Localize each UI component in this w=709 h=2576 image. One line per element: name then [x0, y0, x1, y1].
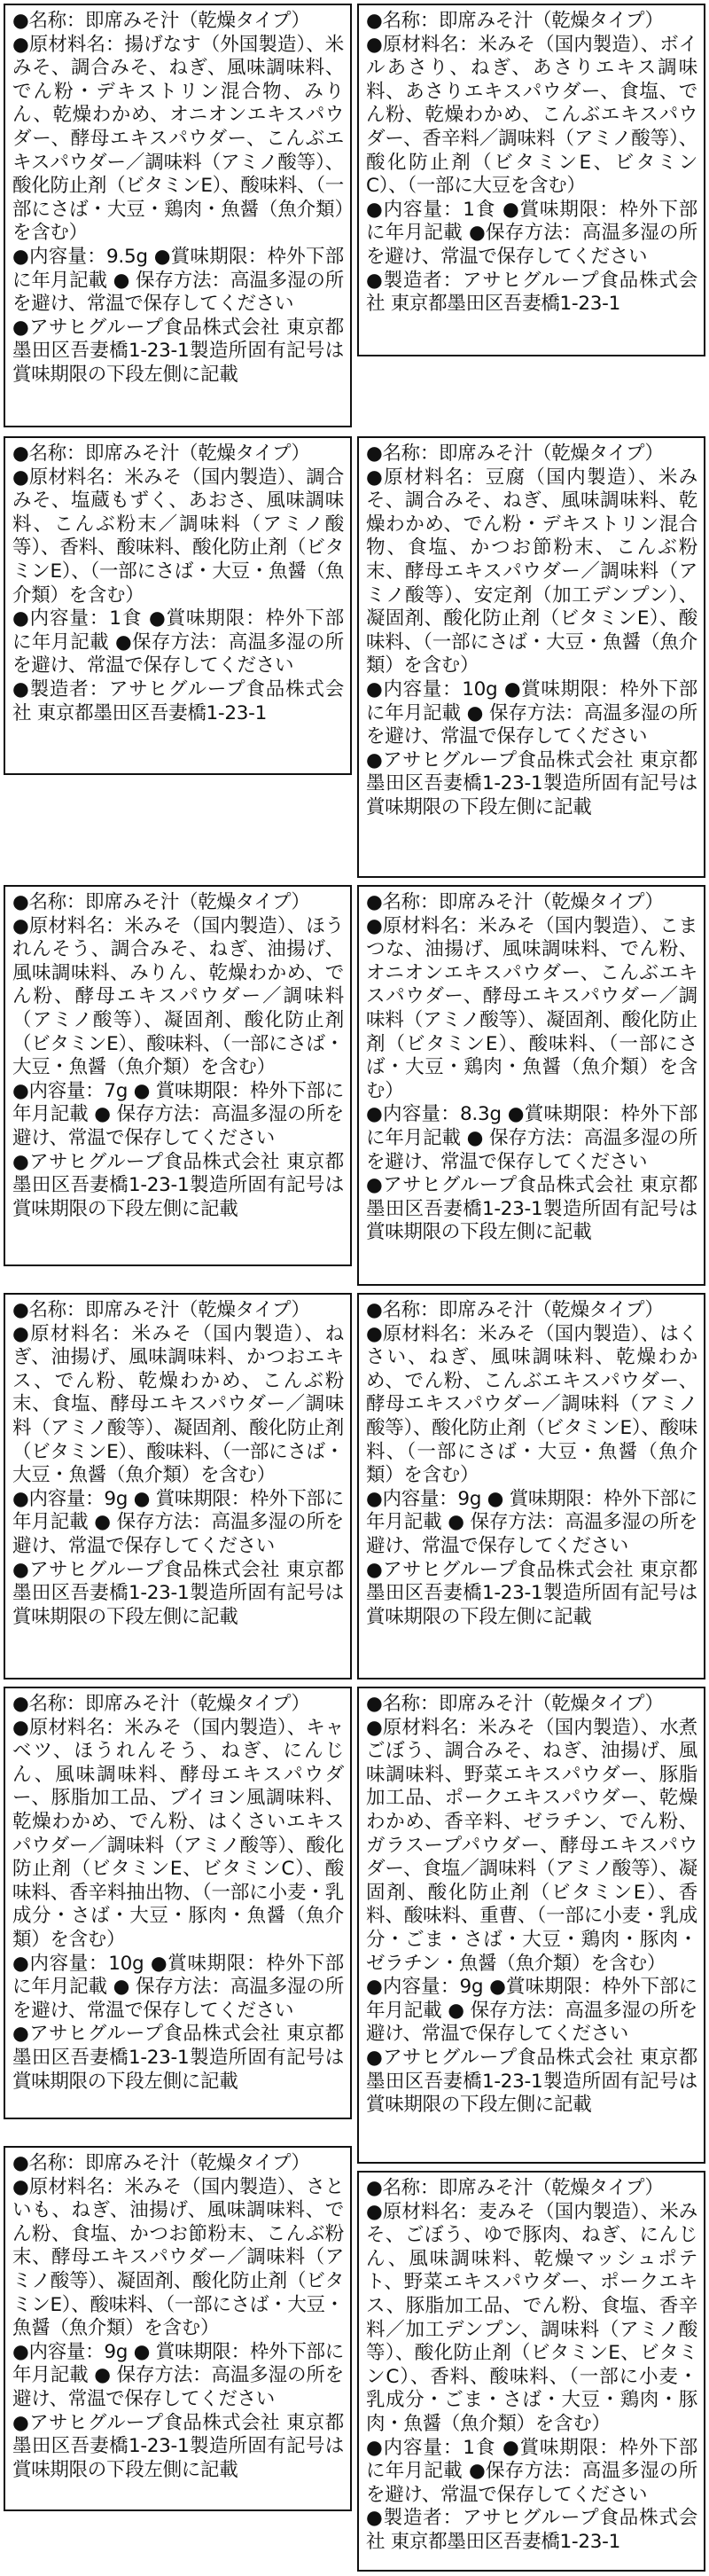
- label-horenso-miso: [4, 885, 352, 1266]
- label-ingredients: ●原材料名：米みそ（国内製造）、調合みそ、塩蔵もずく、あおさ、風味調味料、こんぶ粉末／調味料（アミノ酸等）、香料、酸味料、酸化防止剤（ビタミンE）、（一部にさば・大豆・魚醤（魚介類）を含む）: [12, 466, 344, 607]
- label-ingredients: ●原材料名：米みそ（国内製造）、ねぎ、油揚げ、風味調味料、かつおエキス、でん粉、乾燥わかめ、こんぶ粉末、食塩、酵母エキスパウダー／調味料（アミノ酸等）、凝固剤、酸化防止剤（ビタミンE）、酸味料、（一部にさば・大豆・魚醤（魚介類）を含む）: [12, 1322, 344, 1487]
- label-ingredients: ●原材料名：米みそ（国内製造）、水煮ごぼう、調合みそ、ねぎ、油揚げ、風味調味料、野菜エキスパウダー、豚脂加工品、ポークエキスパウダー、乾燥わかめ、香辛料、ゼラチン、でん粉、ガラスープパウダー、酵母エキスパウダー、食塩／調味料（アミノ酸等）、凝固剤、酸化防止剤（ビタミンE）、香料、酸味料、重曹、（一部に小麦・乳成分・ごま・さば・大豆・鶏肉・豚肉・ゼラチン・魚醤（魚介類）を含む）: [366, 1716, 697, 1975]
- label-manufacturer: ●アサヒグループ食品株式会社 東京都墨田区吾妻橋1-23-1製造所固有記号は賞味期限の下段左側に記載: [12, 2023, 344, 2093]
- label-yasai-miso: [4, 1687, 352, 2119]
- label-name: ●名称：即席みそ汁（乾燥タイプ）: [12, 1693, 310, 1715]
- label-komatsuna-miso: [357, 885, 705, 1286]
- label-name: ●名称：即席みそ汁（乾燥タイプ）: [12, 10, 310, 32]
- label-ingredients: ●原材料名：麦みそ（国内製造）、米みそ、ごぼう、ゆで豚肉、ねぎ、にんじん、風味調味料、乾燥マッシュポテト、野菜エキスパウダー、ポークエキス、豚脂加工品、でん粉、食塩、香辛料／加工デンプン、調味料（アミノ酸等）、酸化防止剤（ビタミンE、ビタミンC）、香料、酸味料、（一部に小麦・乳成分・ごま・さば・大豆・鶏肉・豚肉・魚醤（魚介類）を含む）: [366, 2200, 697, 2435]
- label-negi-miso: [4, 1293, 352, 1679]
- label-manufacturer: ●アサヒグループ食品株式会社 東京都墨田区吾妻橋1-23-1製造所固有記号は賞味期限の下段左側に記載: [12, 316, 344, 386]
- label-tofu-miso: [357, 436, 705, 878]
- label-ingredients: ●原材料名：米みそ（国内製造）、ボイルあさり、ねぎ、あさりエキス調味料、あさりエキスパウダー、食塩、でん粉、乾燥わかめ、こんぶエキスパウダー、香辛料／調味料（アミノ酸等）、酸化防止剤（ビタミンE、ビタミンC）、（一部に大豆を含む）: [366, 33, 697, 198]
- label-name: ●名称：即席みそ汁（乾燥タイプ）: [366, 2177, 664, 2199]
- label-name: ●名称：即席みそ汁（乾燥タイプ）: [366, 442, 664, 465]
- label-asari-miso: [357, 4, 705, 356]
- label-name: ●名称：即席みそ汁（乾燥タイプ）: [12, 1299, 310, 1321]
- label-manufacturer: ●アサヒグループ食品株式会社 東京都墨田区吾妻橋1-23-1製造所固有記号は賞味期限の下段左側に記載: [12, 1150, 344, 1220]
- label-manufacturer: ●アサヒグループ食品株式会社 東京都墨田区吾妻橋1-23-1製造所固有記号は賞味期限の下段左側に記載: [366, 1558, 697, 1628]
- label-satoimo-miso: [4, 2146, 352, 2511]
- label-ingredients: ●原材料名：米みそ（国内製造）、さといも、ねぎ、油揚げ、風味調味料、でん粉、食塩、かつお節粉末、こんぶ粉末、酵母エキスパウダー／調味料（アミノ酸等）、凝固剤、酸化防止剤（ビタミンE）、酸味料、（一部にさば・大豆・魚醤（魚介類）を含む）: [12, 2175, 344, 2340]
- label-content-storage: ●内容量：7g ● 賞味期限：枠外下部に年月記載 ● 保存方法：高温多湿の所を避け、常温で保存してください: [12, 1079, 344, 1149]
- label-name: ●名称：即席みそ汁（乾燥タイプ）: [12, 2152, 310, 2174]
- label-nasu-miso: [4, 4, 352, 427]
- label-mozuku-miso: [4, 436, 352, 775]
- label-content-storage: ●内容量：1食 ●賞味期限：枠外下部に年月記載 ●保存方法：高温多湿の所を避け、常温で保存してください: [366, 2436, 697, 2506]
- label-name: ●名称：即席みそ汁（乾燥タイプ）: [12, 891, 310, 913]
- label-manufacturer: ●製造者：アサヒグループ食品株式会社 東京都墨田区吾妻橋1-23-1: [12, 677, 344, 724]
- label-manufacturer: ●アサヒグループ食品株式会社 東京都墨田区吾妻橋1-23-1製造所固有記号は賞味期限の下段左側に記載: [366, 1174, 697, 1244]
- label-ingredients: ●原材料名：揚げなす（外国製造）、米みそ、調合みそ、ねぎ、風味調味料、でん粉・デキストリン混合物、みりん、乾燥わかめ、オニオンエキスパウダー、酵母エキスパウダー、こんぶエキスパウダー／調味料（アミノ酸等）、酸化防止剤（ビタミンE）、酸味料、（一部にさば・大豆・鶏肉・魚醤（魚介類）を含む）: [12, 33, 344, 245]
- label-content-storage: ●内容量：10g ●賞味期限：枠外下部に年月記載 ● 保存方法：高温多湿の所を避け、常温で保存してください: [366, 677, 697, 748]
- label-name: ●名称：即席みそ汁（乾燥タイプ）: [366, 10, 664, 32]
- label-name: ●名称：即席みそ汁（乾燥タイプ）: [12, 442, 310, 465]
- label-name: ●名称：即席みそ汁（乾燥タイプ）: [366, 1299, 664, 1321]
- label-content-storage: ●内容量：9.5g ●賞味期限：枠外下部に年月記載 ● 保存方法：高温多湿の所を避け、常温で保存してください: [12, 245, 344, 316]
- label-ingredients: ●原材料名：米みそ（国内製造）、ほうれんそう、調合みそ、ねぎ、油揚げ、風味調味料、みりん、乾燥わかめ、でん粉、酵母エキスパウダー／調味料（アミノ酸等）、凝固剤、酸化防止剤（ビタミンE）、酸味料、（一部にさば・大豆・魚醤（魚介類）を含む）: [12, 914, 344, 1079]
- label-manufacturer: ●製造者：アサヒグループ食品株式会社 東京都墨田区吾妻橋1-23-1: [366, 2507, 697, 2553]
- label-name: ●名称：即席みそ汁（乾燥タイプ）: [366, 1693, 664, 1715]
- label-content-storage: ●内容量：9g ● 賞味期限：枠外下部に年月記載 ● 保存方法：高温多湿の所を避け、常温で保存してください: [366, 1487, 697, 1557]
- label-ingredients: ●原材料名：米みそ（国内製造）、こまつな、油揚げ、風味調味料、でん粉、オニオンエキスパウダー、こんぶエキスパウダー、酵母エキスパウダー／調味料（アミノ酸等）、凝固剤、酸化防止剤（ビタミンE）、酸味料、（一部にさば・大豆・鶏肉・魚醤（魚介類）を含む）: [366, 914, 697, 1102]
- label-hakusai-miso: [357, 1293, 705, 1679]
- label-content-storage: ●内容量：8.3g ●賞味期限：枠外下部に年月記載 ● 保存方法：高温多湿の所を避け、常温で保存してください: [366, 1103, 697, 1173]
- label-manufacturer: ●アサヒグループ食品株式会社 東京都墨田区吾妻橋1-23-1製造所固有記号は賞味期限の下段左側に記載: [12, 1558, 344, 1628]
- label-content-storage: ●内容量：9g ● 賞味期限：枠外下部に年月記載 ● 保存方法：高温多湿の所を避け、常温で保存してください: [12, 2340, 344, 2410]
- label-tonjiru: [357, 2171, 705, 2572]
- label-name: ●名称：即席みそ汁（乾燥タイプ）: [366, 891, 664, 913]
- label-ingredients: ●原材料名：豆腐（国内製造）、米みそ、調合みそ、ねぎ、風味調味料、乾燥わかめ、でん粉・デキストリン混合物、食塩、かつお節粉末、こんぶ粉末、酵母エキスパウダー／調味料（アミノ酸等）、安定剤（加工デンプン）、凝固剤、酸化防止剤（ビタミンE）、酸味料、（一部にさば・大豆・魚醤（魚介類）を含む）: [366, 466, 697, 677]
- label-content-storage: ●内容量：9g ●賞味期限：枠外下部に年月記載 ● 保存方法：高温多湿の所を避け、常温で保存してください: [366, 1976, 697, 2046]
- label-manufacturer: ●アサヒグループ食品株式会社 東京都墨田区吾妻橋1-23-1製造所固有記号は賞味期限の下段左側に記載: [366, 748, 697, 818]
- label-ingredients: ●原材料名：米みそ（国内製造）、キャベツ、ほうれんそう、ねぎ、にんじん、風味調味料、酵母エキスパウダー、豚脂加工品、ブイヨン風調味料、乾燥わかめ、でん粉、はくさいエキスパウダー／調味料（アミノ酸等）、酸化防止剤（ビタミンE、ビタミンC）、酸味料、香辛料抽出物、（一部に小麦・乳成分・さば・大豆・豚肉・魚醤（魚介類）を含む）: [12, 1716, 344, 1951]
- label-manufacturer: ●アサヒグループ食品株式会社 東京都墨田区吾妻橋1-23-1製造所固有記号は賞味期限の下段左側に記載: [366, 2046, 697, 2117]
- label-content-storage: ●内容量：9g ● 賞味期限：枠外下部に年月記載 ● 保存方法：高温多湿の所を避け、常温で保存してください: [12, 1487, 344, 1557]
- label-content-storage: ●内容量：1食 ●賞味期限：枠外下部に年月記載 ●保存方法：高温多湿の所を避け、常温で保存してください: [366, 198, 697, 268]
- label-content-storage: ●内容量：10g ●賞味期限：枠外下部に年月記載 ● 保存方法：高温多湿の所を避け、常温で保存してください: [12, 1952, 344, 2022]
- label-manufacturer: ●製造者：アサヒグループ食品株式会社 東京都墨田区吾妻橋1-23-1: [366, 269, 697, 316]
- label-content-storage: ●内容量：1食 ●賞味期限：枠外下部に年月記載 ●保存方法：高温多湿の所を避け、常温で保存してください: [12, 607, 344, 677]
- label-manufacturer: ●アサヒグループ食品株式会社 東京都墨田区吾妻橋1-23-1製造所固有記号は賞味期限の下段左側に記載: [12, 2411, 344, 2481]
- label-ingredients: ●原材料名：米みそ（国内製造）、はくさい、ねぎ、風味調味料、乾燥わかめ、でん粉、こんぶエキスパウダー、酵母エキスパウダー／調味料（アミノ酸等）、酸化防止剤（ビタミンE）、酸味料、（一部にさば・大豆・魚醤（魚介類）を含む）: [366, 1322, 697, 1487]
- label-gobo-miso: [357, 1687, 705, 2164]
